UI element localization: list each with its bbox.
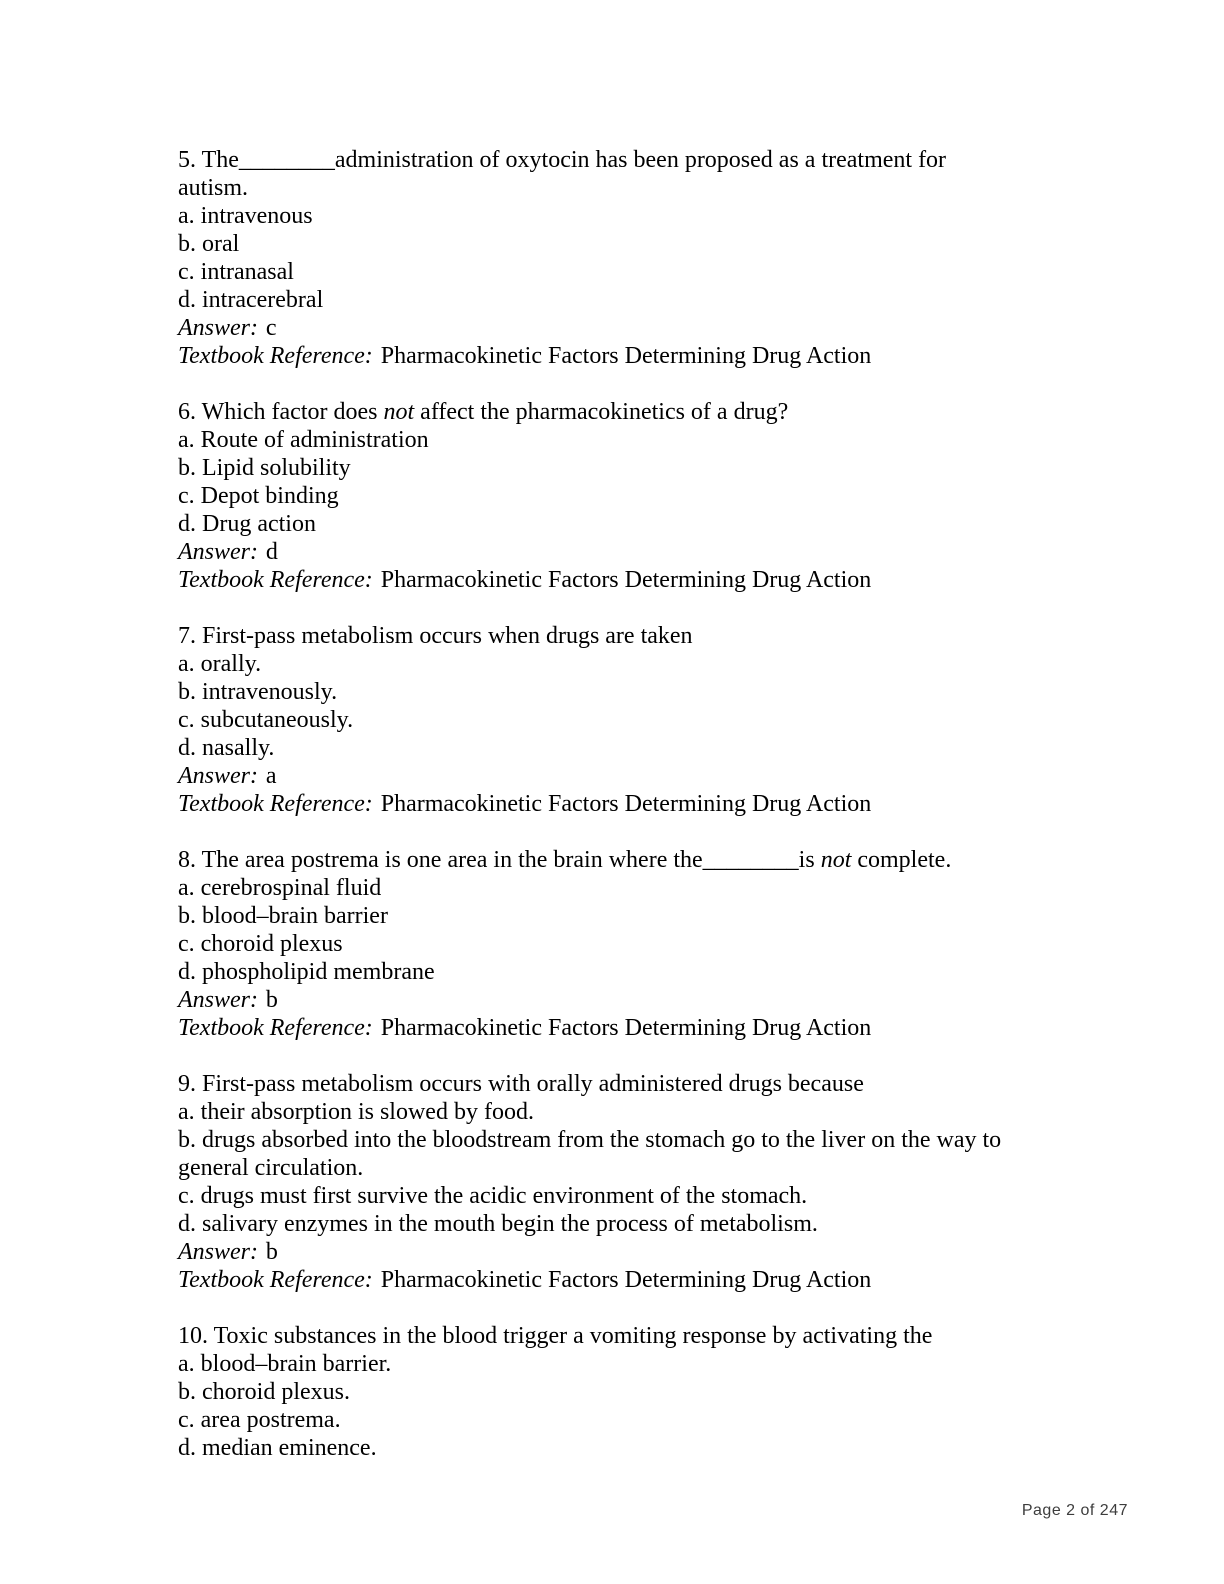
reference-value: Pharmacokinetic Factors Determining Drug Action bbox=[380, 567, 872, 593]
question-option: d. phospholipid membrane bbox=[178, 959, 435, 985]
question-block bbox=[178, 146, 1020, 370]
question-option: a. Route of administration bbox=[178, 427, 429, 453]
stem-segment: complete. bbox=[851, 847, 952, 873]
question-option: b. drugs absorbed into the bloodstream from the stomach go to the liver on the way to general circulation. bbox=[178, 1127, 1002, 1181]
question-option: c. drugs must first survive the acidic environment of the stomach. bbox=[178, 1183, 808, 1209]
reference-label: Textbook Reference: bbox=[178, 1267, 373, 1293]
reference-label: Textbook Reference: bbox=[178, 567, 373, 593]
question-stem bbox=[178, 846, 1020, 874]
stem-segment: is bbox=[798, 847, 821, 873]
stem-segment: ________ bbox=[702, 847, 799, 873]
question-option: a. cerebrospinal fluid bbox=[178, 875, 382, 901]
reference-value: Pharmacokinetic Factors Determining Drug Action bbox=[380, 791, 872, 817]
answer-value: b bbox=[265, 987, 278, 1013]
stem-segment: affect the pharmacokinetics of a drug? bbox=[414, 399, 789, 425]
question-option: c. intranasal bbox=[178, 259, 294, 285]
question-stem bbox=[178, 146, 1020, 202]
reference-value: Pharmacokinetic Factors Determining Drug Action bbox=[380, 1267, 872, 1293]
question-option: d. median eminence. bbox=[178, 1435, 377, 1461]
question-option: a. intravenous bbox=[178, 203, 313, 229]
reference-label: Textbook Reference: bbox=[178, 1015, 373, 1041]
question-block bbox=[178, 622, 1020, 818]
stem-segment: administration of oxytocin has been proposed as a treatment for autism. bbox=[178, 147, 947, 201]
reference-value: Pharmacokinetic Factors Determining Drug Action bbox=[380, 1015, 872, 1041]
answer-value: b bbox=[265, 1239, 278, 1265]
question-option: c. subcutaneously. bbox=[178, 707, 354, 733]
reference-line bbox=[178, 1266, 1020, 1294]
question-option: a. orally. bbox=[178, 651, 262, 677]
answer-line bbox=[178, 762, 1020, 790]
question-option: d. Drug action bbox=[178, 511, 316, 537]
reference-value: Pharmacokinetic Factors Determining Drug Action bbox=[380, 343, 872, 369]
stem-segment: 5. The bbox=[178, 147, 239, 173]
question-stem bbox=[178, 1070, 1020, 1098]
answer-line bbox=[178, 314, 1020, 342]
question-option: b. Lipid solubility bbox=[178, 455, 351, 481]
answer-line bbox=[178, 538, 1020, 566]
question-stem bbox=[178, 398, 1020, 426]
answer-label: Answer: bbox=[178, 539, 258, 565]
document-page bbox=[178, 146, 1020, 1490]
answer-label: Answer: bbox=[178, 987, 258, 1013]
question-option: b. oral bbox=[178, 231, 240, 257]
stem-segment: 9. First-pass metabolism occurs with orally administered drugs because bbox=[178, 1071, 864, 1097]
question-block bbox=[178, 1322, 1020, 1462]
question-option: d. salivary enzymes in the mouth begin the process of metabolism. bbox=[178, 1211, 818, 1237]
answer-value: a bbox=[265, 763, 277, 789]
question-option: a. blood–brain barrier. bbox=[178, 1351, 392, 1377]
answer-line bbox=[178, 1238, 1020, 1266]
question-block bbox=[178, 1070, 1020, 1294]
stem-segment: ________ bbox=[238, 147, 335, 173]
stem-segment: 6. Which factor does bbox=[178, 399, 384, 425]
question-option: b. blood–brain barrier bbox=[178, 903, 388, 929]
question-stem bbox=[178, 1322, 1020, 1350]
question-option: b. choroid plexus. bbox=[178, 1379, 350, 1405]
answer-label: Answer: bbox=[178, 763, 258, 789]
reference-line bbox=[178, 342, 1020, 370]
stem-segment: not bbox=[383, 399, 415, 425]
page-number-indicator: Page 2 of 247 bbox=[1021, 1502, 1128, 1519]
reference-label: Textbook Reference: bbox=[178, 343, 373, 369]
question-block bbox=[178, 398, 1020, 594]
stem-segment: not bbox=[820, 847, 852, 873]
question-option: c. Depot binding bbox=[178, 483, 339, 509]
question-stem bbox=[178, 622, 1020, 650]
answer-label: Answer: bbox=[178, 315, 258, 341]
stem-segment: 10. Toxic substances in the blood trigger a vomiting response by activating the bbox=[178, 1323, 933, 1349]
answer-value: d bbox=[265, 539, 278, 565]
stem-segment: 8. The area postrema is one area in the brain where the bbox=[178, 847, 703, 873]
answer-line bbox=[178, 986, 1020, 1014]
reference-line bbox=[178, 1014, 1020, 1042]
stem-segment: 7. First-pass metabolism occurs when drugs are taken bbox=[178, 623, 693, 649]
question-block bbox=[178, 846, 1020, 1042]
question-option: c. choroid plexus bbox=[178, 931, 343, 957]
question-option: c. area postrema. bbox=[178, 1407, 341, 1433]
reference-line bbox=[178, 566, 1020, 594]
question-option: a. their absorption is slowed by food. bbox=[178, 1099, 534, 1125]
reference-label: Textbook Reference: bbox=[178, 791, 373, 817]
answer-value: c bbox=[265, 315, 277, 341]
reference-line bbox=[178, 790, 1020, 818]
question-option: d. intracerebral bbox=[178, 287, 324, 313]
question-option: b. intravenously. bbox=[178, 679, 338, 705]
question-option: d. nasally. bbox=[178, 735, 275, 761]
answer-label: Answer: bbox=[178, 1239, 258, 1265]
